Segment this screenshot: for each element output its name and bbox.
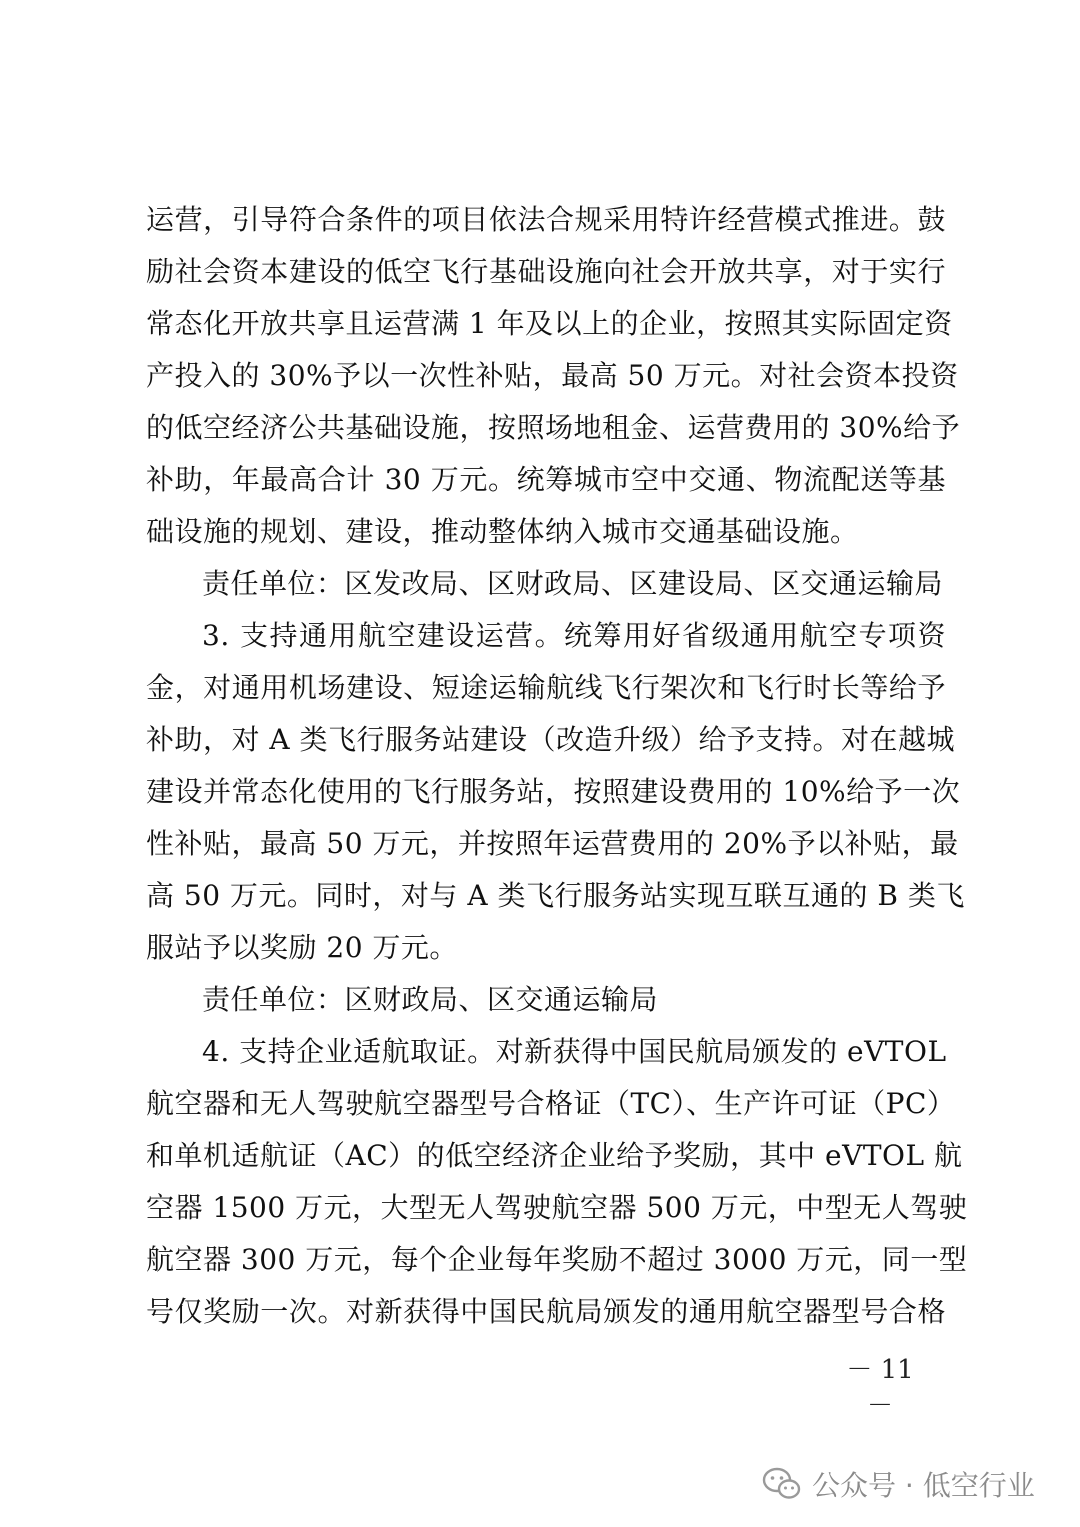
- body-text-line: 航空器 300 万元，每个企业每年奖励不超过 3000 万元，同一型: [146, 1243, 968, 1276]
- body-text-line: 高 50 万元。同时，对与 A 类飞行服务站实现互联互通的 B 类飞: [146, 879, 965, 912]
- body-text-line: 金，对通用机场建设、短途运输航线飞行架次和飞行时长等给予: [146, 671, 946, 704]
- responsible-units-line: 责任单位：区发改局、区财政局、区建设局、区交通运输局: [202, 567, 944, 600]
- body-text-line: 的低空经济公共基础设施，按照场地租金、运营费用的 30%给予: [146, 411, 961, 444]
- body-text-line: 运营，引导符合条件的项目依法合规采用特许经营模式推进。鼓: [146, 203, 946, 236]
- body-text-line: 产投入的 30%予以一次性补贴，最高 50 万元。对社会资本投资: [146, 359, 959, 392]
- body-text-line: 空器 1500 万元，大型无人驾驶航空器 500 万元，中型无人驾驶: [146, 1191, 968, 1224]
- body-text-line: 常态化开放共享且运营满 1 年及以上的企业，按照其实际固定资: [146, 307, 953, 340]
- section-heading-line: 3. 支持通用航空建设运营。统筹用好省级通用航空专项资: [202, 619, 946, 652]
- watermark-text: 公众号 · 低空行业: [812, 1469, 1035, 1502]
- body-text-line: 性补贴，最高 50 万元，并按照年运营费用的 20%予以补贴，最: [146, 827, 959, 860]
- wechat-icon: [762, 1467, 802, 1501]
- body-text-line: 建设并常态化使用的飞行服务站，按照建设费用的 10%给予一次: [146, 775, 961, 808]
- body-text-line: 励社会资本建设的低空飞行基础设施向社会开放共享，对于实行: [146, 255, 946, 288]
- body-text-line: 航空器和无人驾驶航空器型号合格证（TC）、生产许可证（PC）: [146, 1087, 956, 1120]
- body-text-line: 补助，年最高合计 30 万元。统筹城市空中交通、物流配送等基: [146, 463, 946, 496]
- body-text-line: 础设施的规划、建设，推动整体纳入城市交通基础设施。: [146, 515, 859, 548]
- body-text-line: 服站予以奖励 20 万元。: [146, 931, 458, 964]
- section-heading-line: 4. 支持企业适航取证。对新获得中国民航局颁发的 eVTOL: [202, 1035, 947, 1068]
- watermark: [762, 1462, 1035, 1506]
- body-text-line: 和单机适航证（AC）的低空经济企业给予奖励，其中 eVTOL 航: [146, 1139, 963, 1172]
- body-text-line: 号仅奖励一次。对新获得中国民航局颁发的通用航空器型号合格: [146, 1295, 946, 1328]
- responsible-units-line: 责任单位：区财政局、区交通运输局: [202, 983, 659, 1016]
- body-text-line: 补助，对 A 类飞行服务站建设（改造升级）给予支持。对在越城: [146, 723, 956, 756]
- page-number: － 11 －: [846, 1355, 914, 1421]
